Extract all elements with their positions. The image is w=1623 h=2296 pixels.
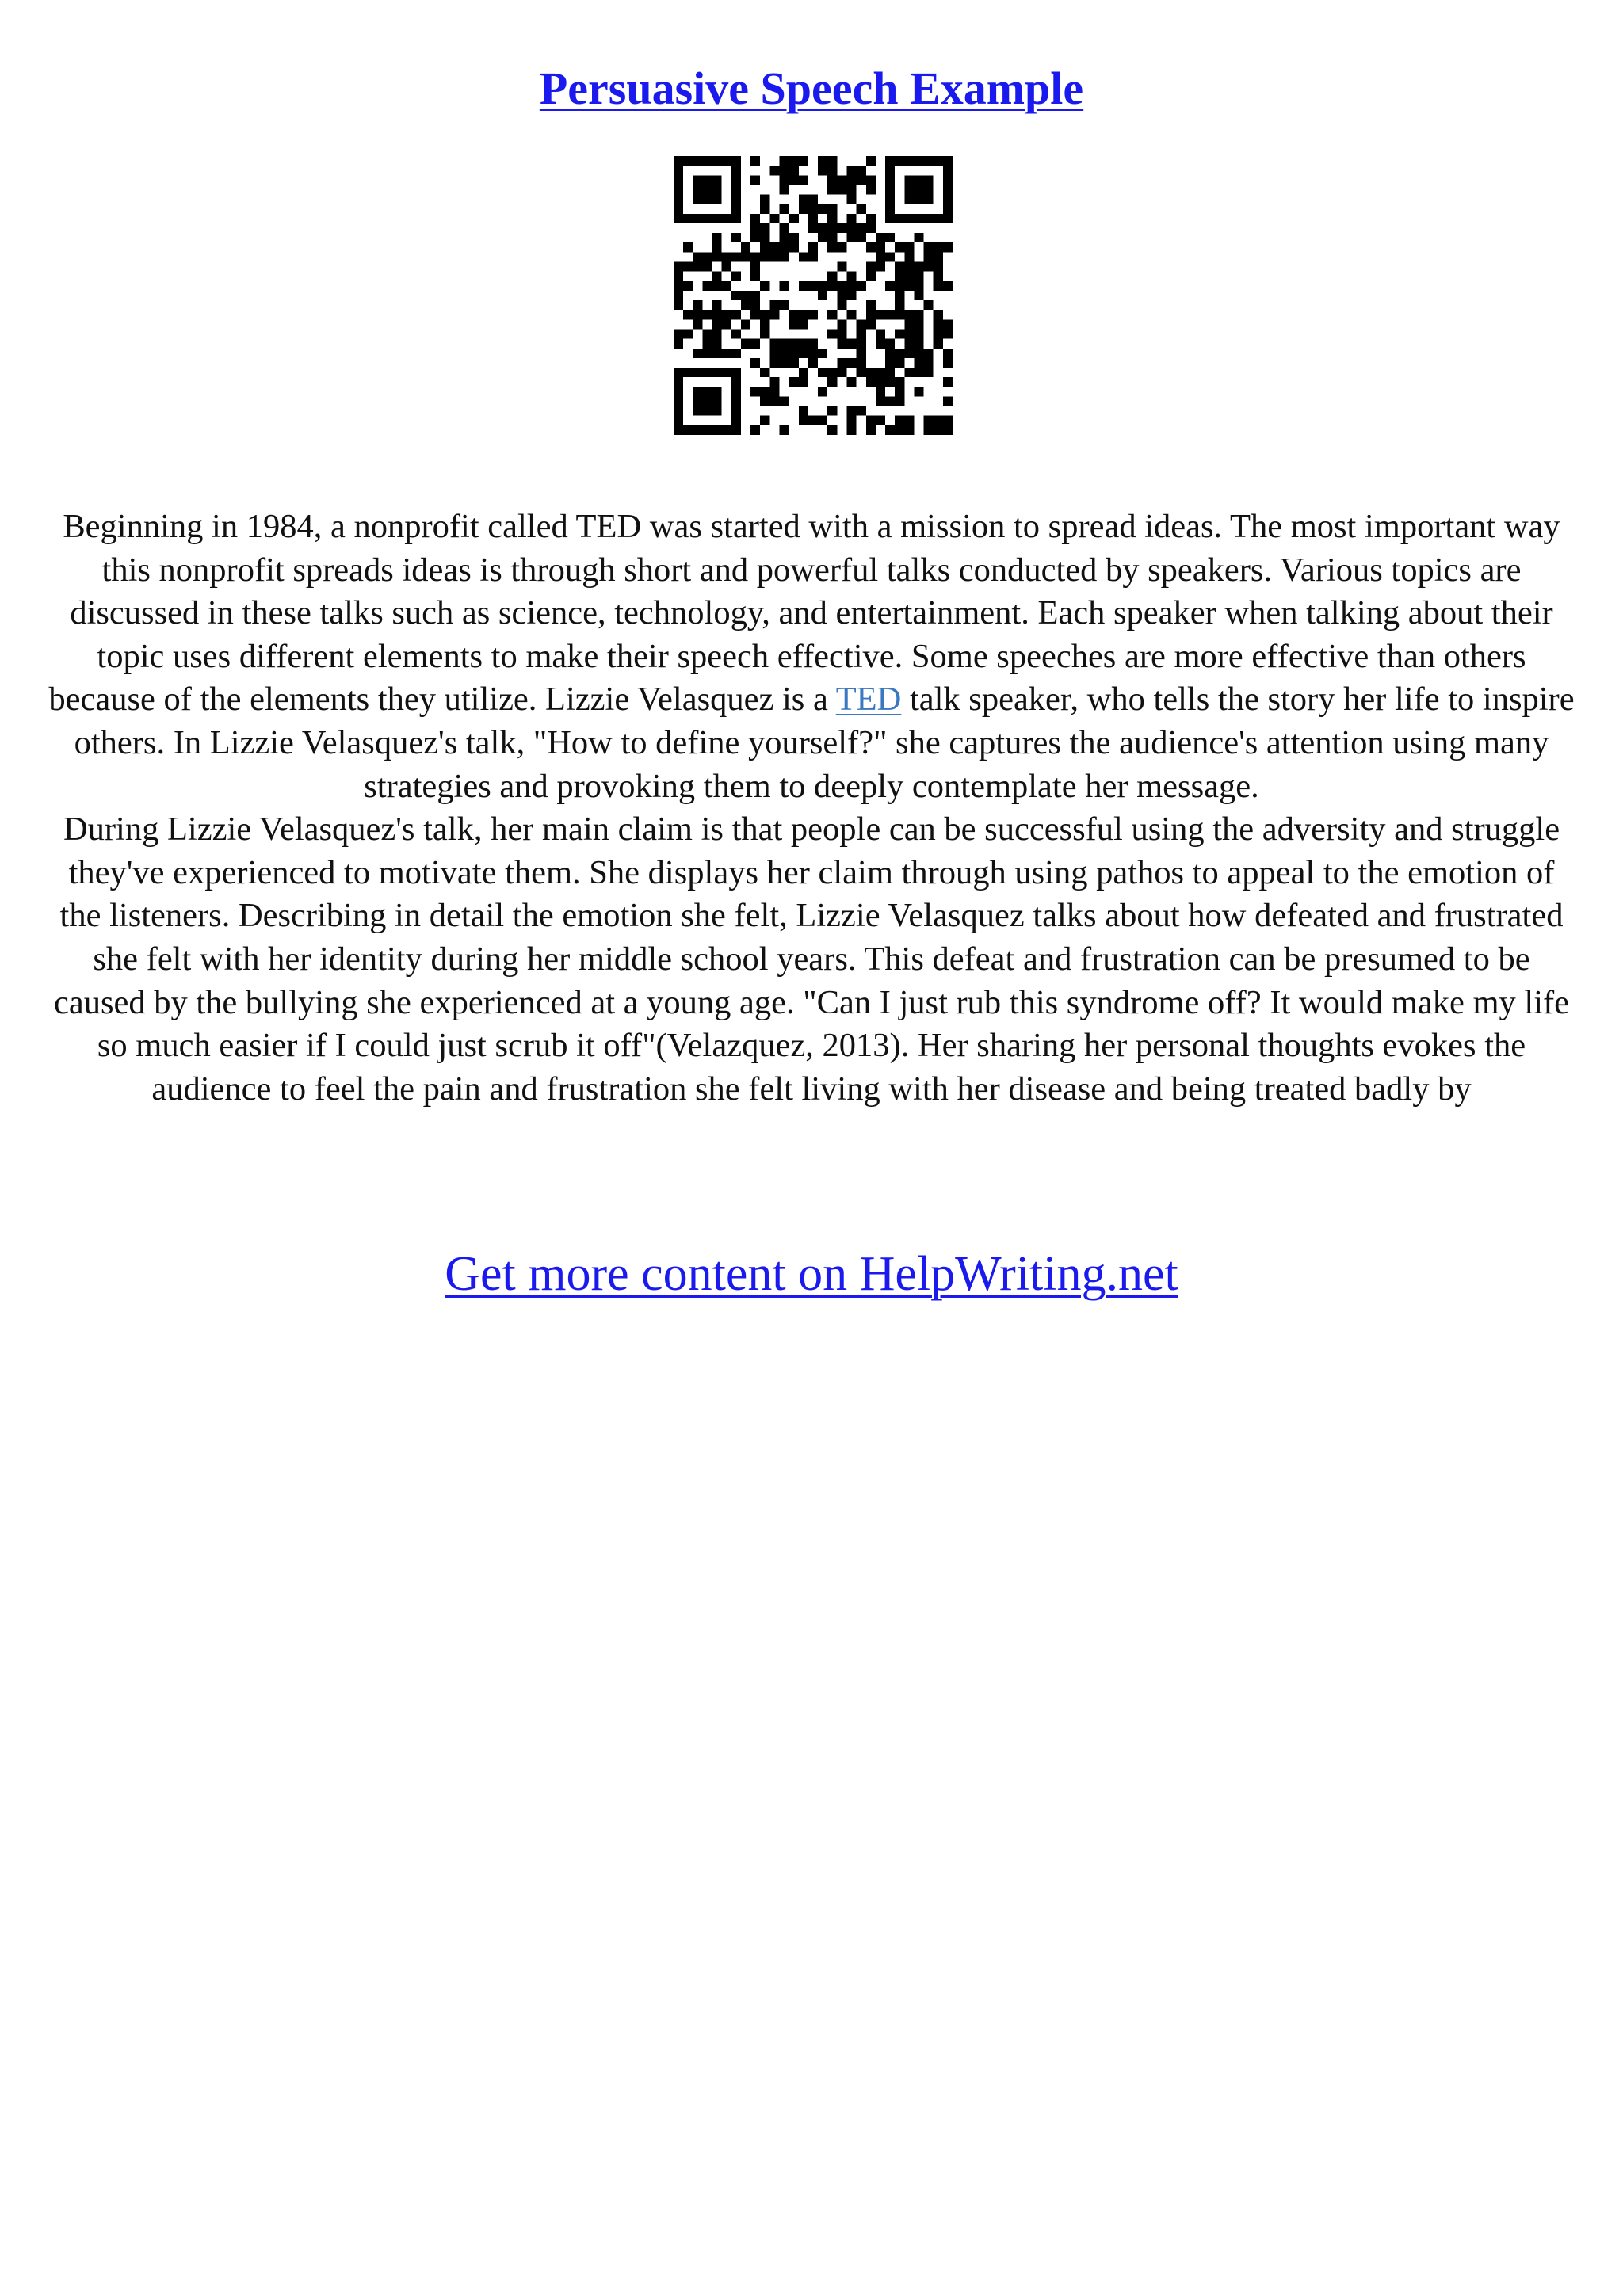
title-link[interactable]: Persuasive Speech Example — [539, 63, 1084, 114]
qr-code-icon — [674, 156, 953, 435]
page-title — [0, 57, 1623, 120]
paragraph-claim: During Lizzie Velasquez's talk, her main claim is that people can be successful using the adversity and struggle they've experienced to motivate them. She displays her claim through using pathos to appeal to the emotion of the listeners. Describing in detail the emotion she felt, Lizzie Velasquez talks about how defeated and frustrated she felt with her identity during her middle school years. This defeat and frustration can be presumed to be caused by the bullying she experienced at a young age. "Can I just rub this syndrome off? It would make my life so much easier if I could just scrub it off"(Velazquez, 2013). Her sharing her personal thoughts evokes the audience to feel the pain and frustration she felt living with her disease and being treated badly by — [53, 810, 1570, 1108]
article-body — [48, 505, 1575, 1111]
more-content-link[interactable]: Get more content on HelpWriting.net — [445, 1247, 1178, 1301]
more-content-line — [0, 1241, 1623, 1307]
ted-link[interactable]: TED — [835, 681, 902, 719]
paragraph-intro: Beginning in 1984, a nonprofit called TED was started with a mission to spread ideas. The most important way this nonprofit spreads ideas is through short and powerful talks conducted by speakers. Various topics are discussed in these talks such as science, technology, and entertainment. Each speaker when talking about their topic uses different elements to make their speech effective. Some speeches are more effective than others because of the elements they utilize. Lizzie Velasquez is a TED talk speaker, who tells the story her life to inspire others. In Lizzie Velasquez's talk, "How to define yourself?" she captures the audience's attention using many strategies and provoking them to deeply contemplate her message. — [48, 508, 1575, 805]
